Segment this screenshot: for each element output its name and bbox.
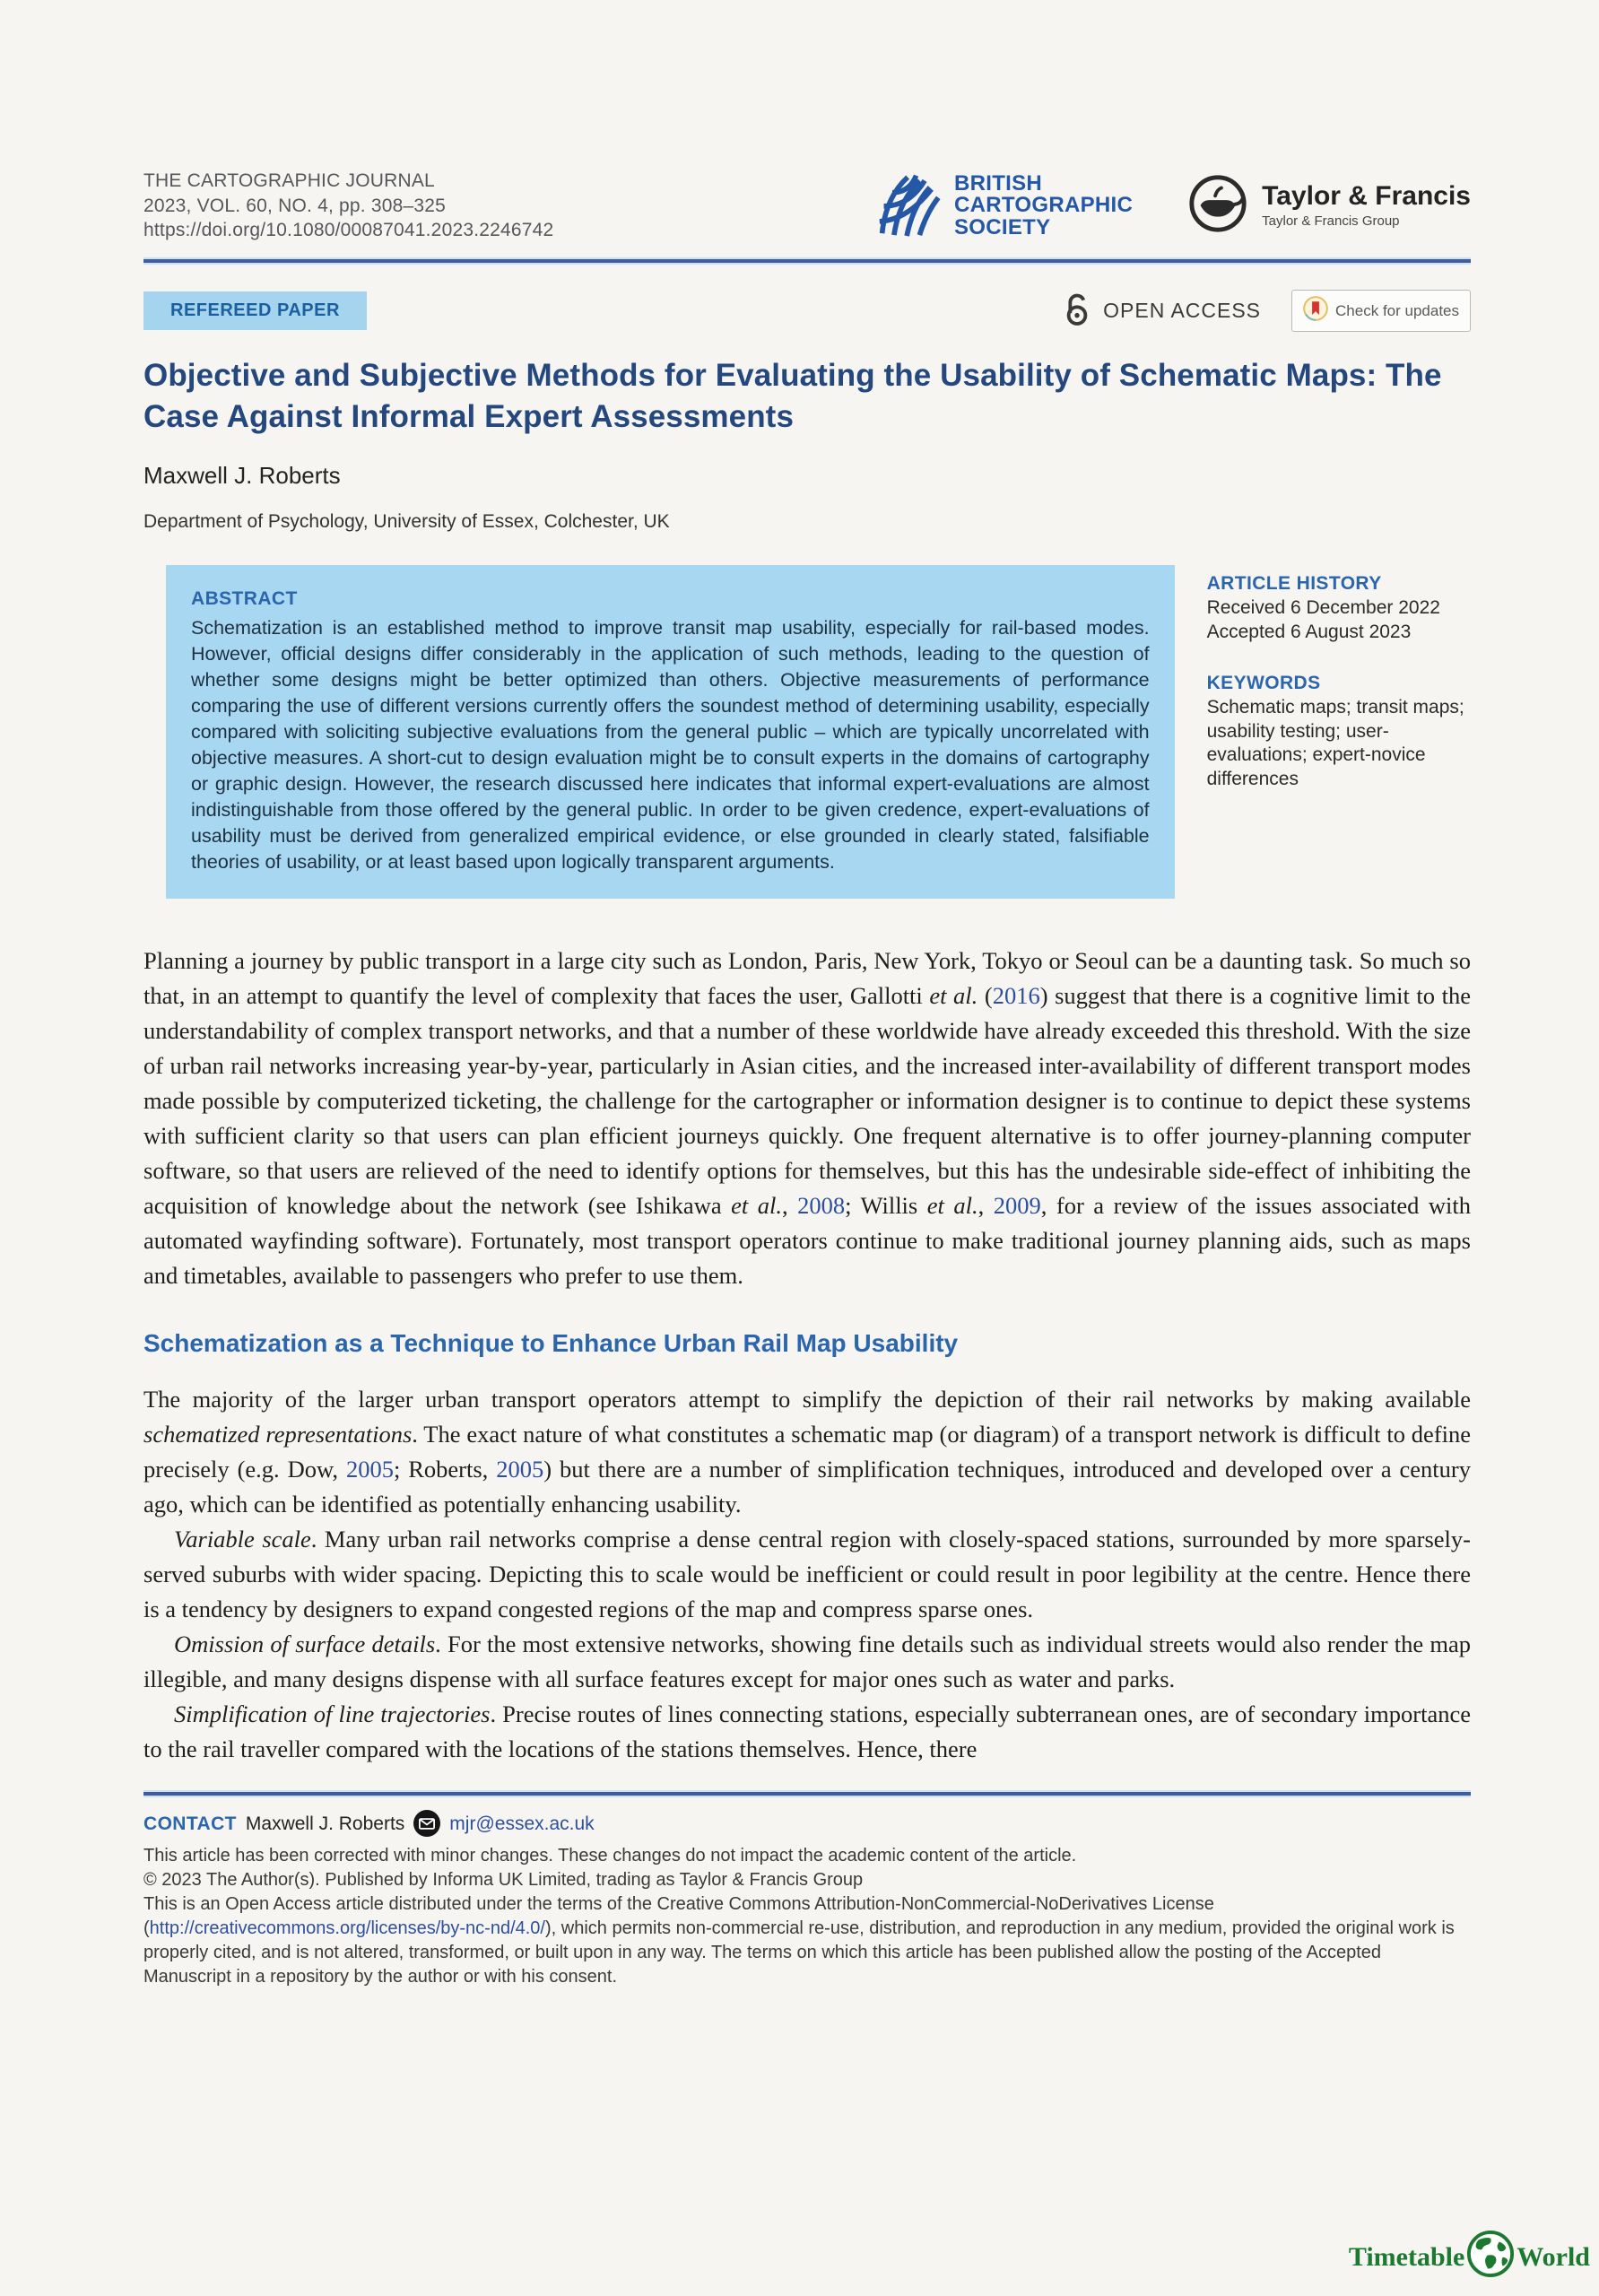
license-text: This is an Open Access article distributed under the terms of the Creative Commons Attribution-NonCommercial-NoDerivatives License (http://creativecommons.org/licenses/by-nc-nd/4.0/), which permits non-commercial re-use, distribution, and reproduction in any medium, provided the original work is properly cited, and is not altered, transformed, or built upon in any way. The terms on which this article has been published allow the posting of the Accepted Manuscript in a repository by the author or with his consent.	[143, 1894, 1455, 1987]
author-affiliation: Department of Psychology, University of Essex, Colchester, UK	[143, 511, 670, 533]
body-paragraph: Planning a journey by public transport in a large city such as London, Paris, New York, Tokyo or Seoul can be a daunting task. So much so that, in an attempt to quantify the level of complexity that faces the user, Gallotti et al. (2016) suggest that there is a cognitive limit to the understandability of complex transport networks, and that a number of these worldwide have already exceeded this threshold. With the size of urban rail networks increasing year-by-year, particularly in Asian cities, and the increased inter-availability of different transport modes made possible by computerized ticketing, the challenge for the cartographer or information designer is to continue to depict these systems with sufficient clarity so that users can plan efficient journeys quickly. One frequent alternative is to offer journey-planning computer software, so that users are relieved of the need to identify options for themselves, but this has the undesirable side-effect of inhibiting the acquisition of knowledge about the network (see Ishikawa et al., 2008; Willis et al., 2009, for a review of the issues associated with automated wayfinding software). Fortunately, most transport operators continue to make traditional journey planning aids, such as maps and timetables, available to passengers who prefer to use them.	[143, 947, 1471, 1290]
body-paragraph: Omission of surface details. For the most extensive networks, showing fine details such as individual streets would also render the map illegible, and many designs dispense with all surface features except for major ones such as water and parks.	[143, 1631, 1471, 1693]
body-paragraph: The majority of the larger urban transport operators attempt to simplify the depiction of their rail networks by making available schematized representations. The exact nature of what constitutes a schematic map (or diagram) of a transport network is difficult to define precisely (e.g. Dow, 2005; Roberts, 2005) but there are a number of simplification techniques, introduced and developed over a century ago, which can be identified as potentially enhancing usability.	[143, 1386, 1472, 1518]
author-name: Maxwell J. Roberts	[143, 462, 341, 490]
open-access-label: OPEN ACCESS	[1103, 299, 1262, 323]
inline-link[interactable]: http://creativecommons.org/licenses/by-nc-nd/4.0/	[149, 1918, 545, 1939]
bcs-word-2: CARTOGRAPHIC	[953, 193, 1134, 218]
timetable-word: Timetable	[1348, 2242, 1465, 2272]
journal-name: THE CARTOGRAPHIC JOURNAL	[143, 170, 435, 191]
access-group	[1062, 290, 1471, 332]
copyright-line: © 2023 The Author(s). Published by Informa UK Limited, trading as Taylor & Francis Group	[143, 1870, 864, 1891]
email-icon	[413, 1810, 440, 1837]
open-access-icon	[1062, 290, 1092, 332]
issue-line: 2023, VOL. 60, NO. 4, pp. 308–325	[143, 195, 447, 216]
journal-masthead	[143, 169, 1471, 243]
badge-row	[143, 290, 1471, 332]
bcs-word-3: SOCIETY	[953, 214, 1051, 239]
section-heading: Schematization as a Technique to Enhance Urban Rail Map Usability	[143, 1329, 959, 1358]
bcs-logo-text	[953, 170, 1134, 239]
top-divider	[143, 259, 1471, 263]
text-emphasis: Omission of surface details	[174, 1631, 436, 1658]
received-date: Received 6 December 2022	[1206, 597, 1440, 619]
doi-line: https://doi.org/10.1080/00087041.2023.2246742	[143, 220, 554, 241]
keywords-text: Schematic maps; transit maps; usability testing; user-evaluations; expert-novice differences	[1206, 696, 1464, 790]
abstract-text: Schematization is an established method to improve transit map usability, especially for rail-based modes. However, official designs differ considerably in the application of such methods, leading to the question of whether some designs might be better optimized than others. Objective measurements of performance comparing the use of different versions currently offers the soundest method of determining usability, especially compared with soliciting subjective evaluations from the general public – which are typically uncorrelated with objective measures. A short-cut to design evaluation might be to consult experts in the domains of cartography or graphic design. However, the research discussed here indicates that informal expert-evaluations are almost indistinguishable from those offered by the general public. In order to be given credence, expert-evaluations of usability must be derived from generalized empirical evidence, or else grounded in clearly stated, falsifiable theories of usability, or at least based upon logically transparent arguments.	[191, 617, 1150, 874]
text-emphasis: et al.	[929, 982, 978, 1010]
contact-email[interactable]: mjr@essex.ac.uk	[449, 1813, 595, 1834]
inline-link[interactable]: 2005	[496, 1456, 544, 1483]
taylor-francis-logo	[1186, 172, 1471, 239]
check-for-updates-button[interactable]	[1291, 290, 1471, 332]
contact-line	[143, 1810, 1471, 1837]
text-emphasis: Simplification of line trajectories	[174, 1700, 491, 1728]
article-sidebar	[1207, 565, 1471, 899]
timetable-world-logo	[1349, 2230, 1590, 2285]
refereed-paper-badge: REFEREED PAPER	[143, 291, 367, 330]
british-cartographic-society-logo	[875, 170, 1133, 241]
check-for-updates-label: Check for updates	[1335, 301, 1459, 319]
text-emphasis: schematized representations	[143, 1421, 413, 1448]
inline-link[interactable]: 2008	[797, 1192, 846, 1220]
tf-lamp-icon	[1186, 172, 1249, 239]
crossmark-icon	[1303, 296, 1328, 326]
contact-label: CONTACT	[143, 1813, 237, 1834]
tf-logo-group: Taylor & Francis Group	[1262, 213, 1400, 229]
fineprint	[143, 1844, 1471, 1989]
world-word: World	[1516, 2242, 1590, 2272]
globe-icon	[1464, 2230, 1516, 2285]
text-emphasis: et al.	[731, 1192, 782, 1220]
journal-info	[143, 169, 553, 243]
correction-note: This article has been corrected with minor changes. These changes do not impact the academic content of the article.	[143, 1846, 1077, 1866]
body-paragraph: Variable scale. Many urban rail networks comprise a dense central region with closely-spaced stations, surrounded by more sparsely-served suburbs with wider spacing. Depicting this to scale would be inefficient or could result in poor legibility at the centre. Hence there is a tendency by designers to expand congested regions of the map and compress sparse ones.	[143, 1526, 1471, 1623]
inline-link[interactable]: 2005	[345, 1456, 394, 1483]
article-footer	[143, 1810, 1471, 1989]
abstract-label: ABSTRACT	[191, 588, 298, 610]
keywords-label: KEYWORDS	[1206, 672, 1321, 693]
tf-logo-name: Taylor & Francis	[1262, 181, 1471, 211]
body-paragraph: Simplification of line trajectories. Precise routes of lines connecting stations, especially subterranean ones, are of secondary importance to the rail traveller compared with the locations of the stations themselves. Hence, there	[143, 1700, 1471, 1763]
accepted-date: Accepted 6 August 2023	[1206, 621, 1412, 642]
abstract-box	[166, 565, 1175, 899]
bcs-word-1: BRITISH	[953, 170, 1043, 196]
article-body	[143, 944, 1471, 1767]
footer-divider	[143, 1792, 1471, 1796]
article-history-label: ARTICLE HISTORY	[1206, 573, 1382, 595]
abstract-section	[143, 565, 1471, 899]
inline-link[interactable]: 2016	[992, 982, 1040, 1010]
tf-logo-text	[1262, 183, 1471, 229]
publisher-logos	[875, 170, 1471, 241]
text-emphasis: Variable scale	[174, 1526, 311, 1553]
inline-link[interactable]: 2009	[993, 1192, 1041, 1220]
article-title: Objective and Subjective Methods for Evaluating the Usability of Schematic Maps: The Case Against Informal Expert Assessments	[143, 358, 1442, 434]
bcs-globe-icon	[875, 170, 943, 241]
contact-name: Maxwell J. Roberts	[245, 1813, 405, 1834]
text-emphasis: et al.	[926, 1192, 978, 1220]
